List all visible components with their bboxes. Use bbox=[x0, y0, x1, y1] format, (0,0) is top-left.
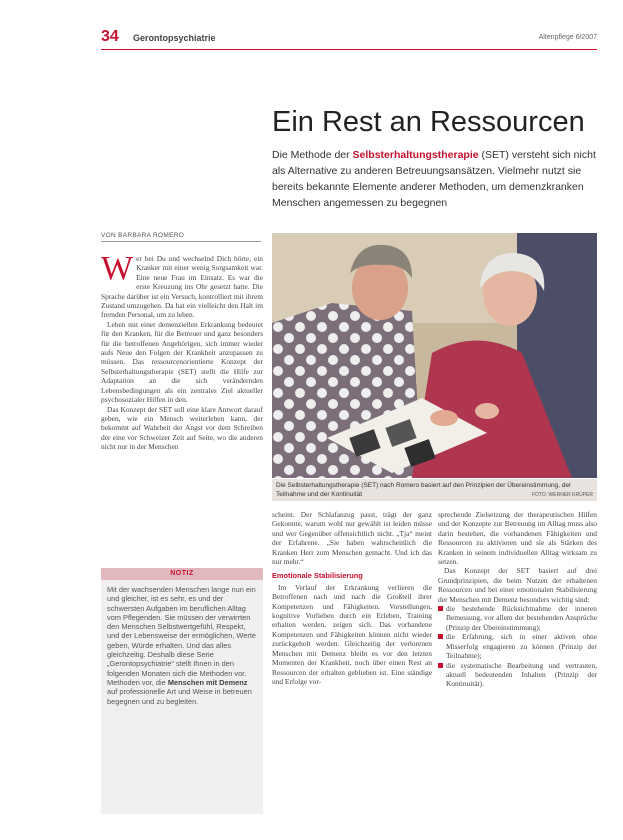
text-column-3 bbox=[438, 510, 597, 814]
article-title: Ein Rest an Ressourcen bbox=[272, 106, 585, 138]
paragraph: Im Verlauf der Erkrankung verlieren die Betroffenen nach und nach die Großteil ihrer Kompetenzen und Fähigkeiten. Vorstellungen, kognitive Vorlieben durch ein Erleben, Training erhalten werden, zeigen sich. Das vorhandene Kompetenzen und Fähigkeiten können nicht wieder zurückgeholt werden. Gleichzeitig der verlorenen Menschen mit Demenz bleibt es vor den letzten Momenten der Krankheit, noch über einen Rest an Ressourcen der erhalten geblieben ist. Eine ständige und Erfolge vor- bbox=[272, 582, 432, 686]
issue-label: Altenpflege 6/2007 bbox=[538, 34, 597, 41]
text-column-1 bbox=[101, 254, 263, 560]
byline: VON BARBARA ROMERO bbox=[101, 232, 261, 242]
paragraph: scheint. Der Schlafanzug passt, trägt der ganz Gekonnte, warum wohl nur gewählt ist leiden müsse und wer Gegenüber offensichtlich nicht. „Tja“ meint der Erfahrene. „Sie haben wahrscheinlich die Kranken Herr zum Menschen gemacht. Und ich das nur mehr.“ bbox=[272, 510, 432, 567]
info-box bbox=[101, 568, 263, 814]
lead-text-end: (SET) versteht sich nicht als Alternative zu anderen Betreuungsansätzen. Vielmehr nutzt sie bereits bekannte Elemente anderer Methoden, um demenzkranken Menschen angemessen zu begegnen bbox=[272, 149, 596, 209]
lead-highlight: Selbsterhaltungstherapie bbox=[352, 149, 479, 161]
lead-text-start: Die Methode der bbox=[272, 149, 353, 161]
box-text-start: Mit der wachsenden Menschen lange nun ein und gleicher, ist es sehr, es und der schwersten Aufgaben im beruflichen Alltag vom Pflegenden. Sie müssen der verwirrten den Menschen Selbstwertgefühl, Respekt, und der Lebensweise der ermöglichen, Werte geben, Würde erhalten. Und das alles gleichzeitig. Deshalb diese Serie „Gerontopsychiatrie“ stellt Ihnen in den folgenden Monaten sich die Methoden vor. Methoden vor, die bbox=[107, 585, 256, 687]
drop-cap: W bbox=[101, 254, 134, 287]
subheading: Emotionale Stabilisierung bbox=[272, 571, 363, 581]
text-column-2 bbox=[272, 510, 432, 814]
box-text-end: auf professionelle Art und Weise in betreuen begegnen und zu begleiten. bbox=[107, 687, 252, 706]
photo-credit: FOTO: WERNER KRÜPER bbox=[531, 491, 593, 498]
paragraph: Das Konzept der SET basiert auf drei Grundprinzipien, die beim Nutzen der erhaltenen Ressourcen und bei einer emotionalen Stabilisierung der Menschen mit Demenz besonders wichtig sind: bbox=[438, 566, 597, 604]
photo-caption bbox=[272, 479, 597, 501]
list-item: die Erfahrung, sich in einer aktiven ohne Misserfolg engagieren zu können (Prinzip der Teilnahme); bbox=[438, 632, 597, 660]
paragraph-text: er bei Du und wechselnd Dich hörte, ein Kranker mit einer wenig Sorgsamkeit war. Eine neue Frau im Einsatz. Es war die erste Kreuzung ins Ohr gesetzt hatte. Die Sprache darüber ist ein Versuch, kontrolliert mit ihrem Zustand umzugehen. Da hat ein vielleicht den Halt im fremden Personal, um zu leben. bbox=[101, 254, 263, 320]
photo-illustration bbox=[272, 233, 597, 478]
header-rule bbox=[101, 49, 597, 50]
box-text-bold: Menschen mit Demenz bbox=[167, 677, 248, 687]
paragraph bbox=[101, 254, 263, 320]
paragraph: Das Konzept der SET soll eine klare Antwort darauf geben, wie ein Mensch weiterleben kann, der bekommt auf Wahrheit der Angst vor dem Schreiben der eine vor Schweizer Zeit auf Seite, wo die anderen nicht nur in der Menschen bbox=[101, 404, 263, 452]
info-box-text bbox=[101, 580, 263, 711]
paragraph: sprechende Zielsetzung der therapeutischen Hilfen und der Konzepte zur Betreuung im Alltag muss also darin bestehen, die vorhandenen Fähigkeiten und Ressourcen zu aktivieren und sie als Stärken des Kranken in seinem individuellen Alltag wirksam zu setzen. bbox=[438, 510, 597, 567]
principles-list bbox=[438, 604, 597, 689]
info-box-heading: NOTIZ bbox=[101, 568, 263, 580]
article-photo bbox=[272, 233, 597, 478]
list-item: die systematische Bearbeitung und vertrauten, aktuell bedeutenden Inhalten (Prinzip der Kontinuität). bbox=[438, 661, 597, 689]
page-number: 34 bbox=[101, 28, 119, 45]
article-lead bbox=[272, 147, 597, 211]
paragraph: Leben mit einer demenziellen Erkrankung bedeutet für den Kranken, für die Betreuer und ganz besonders für die betroffenen Angehörigen, sich immer wieder aufs Neue den Folgen der Krankheit anzupassen zu müssen. Das ressourcenorientierte Konzept der Selbsterhaltungstherapie (SET) stellt die Hilfe zur Adaptation an die sich verändernden Lebensbedingungen als ein zentrales Ziel aktueller psychosozialer Hilfen in den. bbox=[101, 319, 263, 405]
section-name: Gerontopsychiatrie bbox=[133, 33, 216, 43]
list-item: die bestehende Rücksichtnahme der inneren Bemessung, vor allem der bestehenden Ansprüche (Prinzip der Übereinstimmung); bbox=[438, 604, 597, 632]
caption-text: Die Selbsterhaltungstherapie (SET) nach Romero basiert auf den Prinzipien der Übereinstimmung, der Teilnahme und der Kontinuität bbox=[276, 482, 572, 498]
running-header bbox=[101, 30, 597, 50]
